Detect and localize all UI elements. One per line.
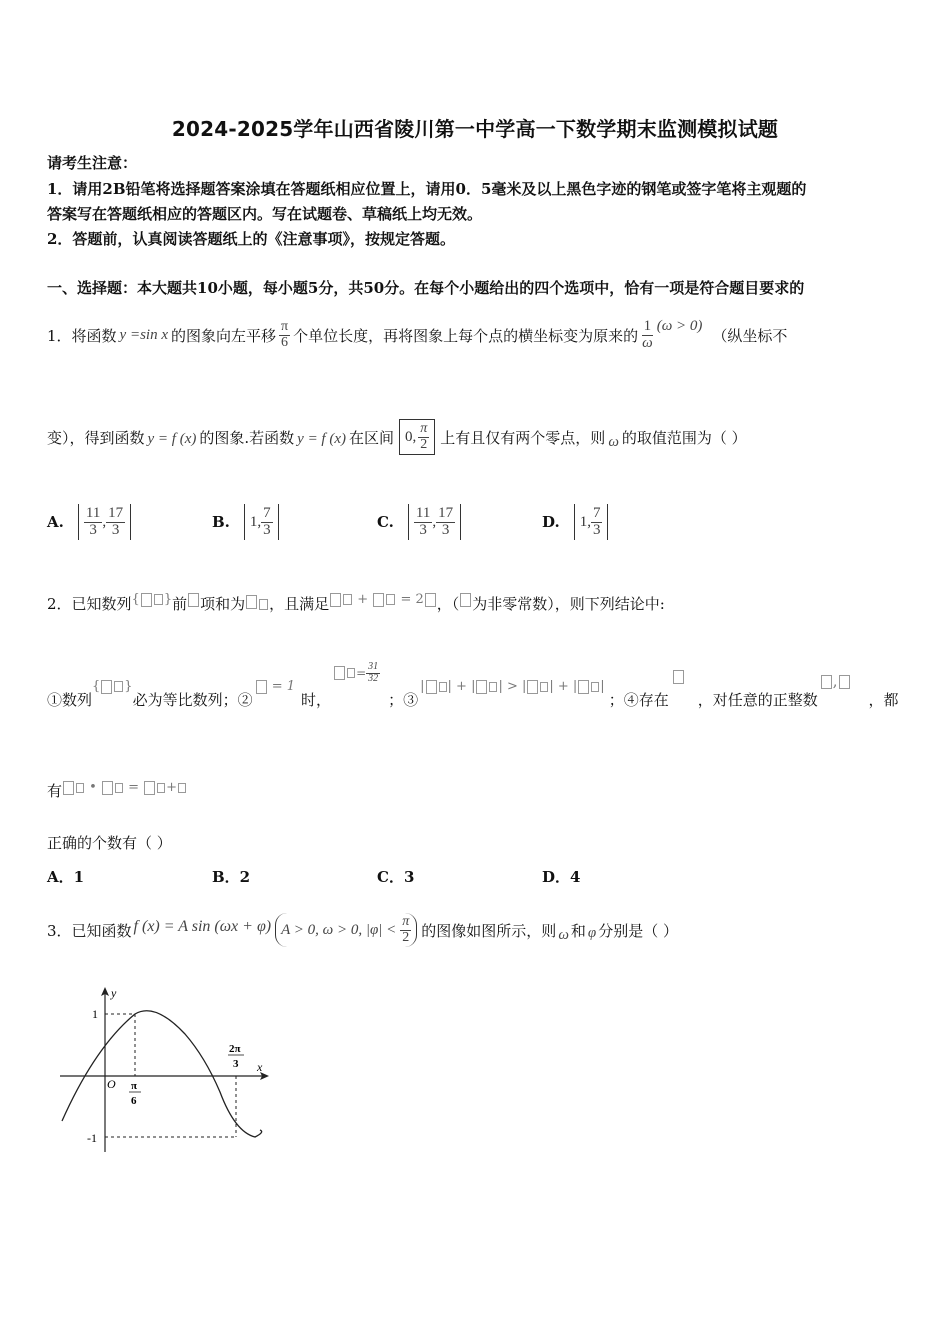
q2-text: 必为等比数列；②: [132, 691, 253, 709]
q2-text: 有: [47, 782, 63, 800]
fraction-denominator: 2: [420, 436, 428, 452]
q1-line2: [47, 410, 747, 464]
q2-option-d[interactable]: D．4: [542, 868, 581, 886]
fraction-numerator: π: [402, 913, 410, 929]
fraction-denominator: 3: [441, 521, 450, 538]
q1-scale-fraction: [640, 319, 655, 352]
q2-text: ；④存在: [608, 691, 669, 709]
y-tick-1: 1: [92, 1007, 98, 1021]
q2-statements: [47, 650, 899, 710]
fraction-denominator: 2: [402, 929, 410, 945]
q2-text: ；③: [388, 691, 419, 709]
q3-text: 3．已知函数: [47, 921, 132, 940]
notice-item-1a: 1．请用2B铅笔将选择题答案涂填在答题纸相应位置上，请用0．5毫米及以上黑色字迹的钢笔或签字笔将主观题的: [47, 180, 807, 198]
y-axis-label: y: [111, 986, 117, 1000]
q1-text: 的图象向左平移: [171, 326, 277, 345]
x-tick-2pi3-num: 2π: [229, 1043, 241, 1055]
q3-conditions: [275, 913, 417, 947]
option-label: B.: [212, 513, 230, 531]
q1-text: 的图象.若函数: [199, 428, 295, 447]
s5-formula: = $\frac{31}{32}$: [333, 662, 380, 684]
interval-left: 0,: [405, 428, 417, 445]
notice-item-1b: 答案写在答题纸相应的答题区内。写在试题卷、草稿纸上均无效。: [47, 205, 483, 223]
placeholder-symbol: [460, 593, 471, 607]
condition-formula: = 1: [255, 679, 295, 694]
omega-symbol: ω: [558, 926, 569, 943]
inequality-formula: | | + | | > | | + | |: [420, 679, 605, 694]
q3-text: 分别是（ ）: [598, 921, 679, 940]
fraction: [106, 506, 125, 539]
q2-text: ①数列: [47, 691, 93, 709]
fraction-denominator: 3: [263, 521, 271, 538]
q1-scale-condition: (ω > 0): [656, 317, 703, 334]
fraction-denominator: 3: [111, 521, 120, 538]
q2-text: 前: [172, 595, 188, 613]
q1-line1: [47, 306, 787, 364]
fraction-numerator: 7: [592, 504, 601, 521]
relation-formula: + = 2: [329, 592, 437, 607]
x-tick-2pi3-den: 3: [233, 1058, 239, 1070]
option-label: C.: [377, 513, 394, 531]
q2-count-question: 正确的个数有（ ）: [47, 834, 172, 852]
q1-option-b[interactable]: [212, 496, 279, 548]
q3-text: 的图像如图所示，则: [421, 921, 557, 940]
product-formula: • = +: [62, 780, 187, 795]
q1-text: 1．将函数: [47, 326, 117, 345]
q1-text: （纵坐标不: [712, 326, 788, 345]
sine-graph: [55, 982, 285, 1162]
q1-interval: [399, 419, 435, 455]
q1-text: 上有且仅有两个零点，则: [440, 428, 606, 447]
placeholder-symbol: [188, 593, 199, 607]
q2-line3: [47, 780, 187, 801]
placeholder-symbol: ,: [820, 672, 851, 690]
fraction-numerator: 17: [108, 504, 124, 521]
fraction-numerator: 11: [85, 504, 101, 521]
interval-left: 1,: [249, 513, 262, 530]
q3-text: 和: [570, 921, 586, 940]
q1-text: 的取值范围为（ ）: [621, 428, 747, 447]
placeholder-symbol: [673, 670, 684, 684]
x-tick-pi6-num: π: [131, 1080, 138, 1092]
fraction-denominator: ω: [642, 334, 653, 351]
q2-option-c[interactable]: C．3: [377, 868, 415, 886]
option-interval: [574, 504, 609, 541]
q1-text: 个单位长度，再将图象上每个点的横坐标变为原来的: [293, 326, 639, 345]
x-tick-pi6-den: 6: [131, 1095, 137, 1107]
option-interval: $\frac{11}{3}$ , $\frac{17}{3}$: [78, 504, 131, 541]
q2-option-b[interactable]: B．2: [212, 868, 251, 886]
fraction: [414, 506, 432, 539]
fraction-numerator: π: [281, 318, 289, 334]
q2-text: ，对任意的正整数: [697, 691, 818, 709]
q3-line: [47, 900, 678, 960]
fraction: [84, 506, 102, 539]
q1-option-d[interactable]: [542, 496, 608, 548]
page-title: 2024-2025学年山西省陵川第一中学高一下数学期末监测模拟试题: [171, 117, 779, 141]
fraction-denominator: 3: [419, 521, 427, 538]
x-axis-label: x: [257, 1060, 263, 1074]
q2-text: ，（: [436, 595, 460, 613]
y-tick-minus-1: -1: [87, 1131, 97, 1145]
section-heading: 一、选择题：本大题共10小题，每小题5分，共50分。在每个小题给出的四个选项中，恰有一项是符合题目要求的: [47, 279, 805, 297]
fraction: [261, 506, 273, 539]
q2-text: 2．已知数列: [47, 595, 132, 613]
q1-text: 在区间: [349, 428, 395, 447]
q2-text: 项和为: [200, 595, 246, 613]
option-label: D.: [542, 513, 560, 531]
q2-text: ，且满足: [269, 595, 330, 613]
q1-function: y =sin x: [119, 326, 168, 343]
fraction-denominator: 6: [281, 334, 289, 350]
fraction-numerator: 7: [263, 504, 271, 521]
q2-line1: [47, 593, 665, 614]
option-interval: [244, 504, 279, 541]
q1-option-a[interactable]: [47, 496, 131, 548]
placeholder-symbol: [245, 595, 269, 613]
q2-text: 为非零常数），则下列结论中:: [472, 595, 665, 613]
notice-heading: 请考生注意：: [47, 154, 138, 172]
sequence-symbol: { }: [131, 592, 173, 607]
sine-curve: [62, 1011, 262, 1137]
q1-function: y = f (x): [297, 430, 347, 447]
q1-text: 变），得到函数: [47, 428, 145, 447]
option-label: A.: [47, 513, 64, 531]
sequence-symbol: { }: [92, 679, 133, 694]
q2-text: 时，: [301, 691, 332, 709]
condition-text: A > 0, ω > 0, |φ| <: [281, 921, 397, 938]
q1-option-c[interactable]: [377, 496, 461, 548]
fraction-numerator: 17: [438, 504, 454, 521]
phi-symbol: φ: [587, 924, 597, 941]
interval-left: 1,: [579, 513, 591, 530]
q1-shift-fraction: [279, 320, 290, 350]
fraction-denominator: 3: [89, 521, 97, 538]
q1-function: y = f (x): [147, 430, 197, 447]
notice-item-2: 2．答题前，认真阅读答题纸上的《注意事项》，按规定答题。: [47, 230, 455, 248]
origin-label: O: [107, 1077, 116, 1091]
omega-symbol: ω: [608, 433, 619, 450]
fraction-numerator: 1: [643, 317, 652, 334]
q3-function: f (x) = A sin (ωx + φ): [133, 918, 272, 935]
fraction: [400, 915, 411, 945]
fraction: [591, 506, 603, 539]
fraction-numerator: 11: [415, 504, 431, 521]
q2-text: ，都: [868, 691, 899, 709]
interval-fraction: [418, 422, 429, 452]
q2-option-a[interactable]: A．1: [47, 868, 85, 886]
fraction-denominator: 3: [592, 521, 601, 538]
option-interval: $\frac{11}{3}$ , $\frac{17}{3}$: [408, 504, 461, 541]
fraction: [436, 506, 455, 539]
fraction-numerator: π: [420, 420, 428, 436]
